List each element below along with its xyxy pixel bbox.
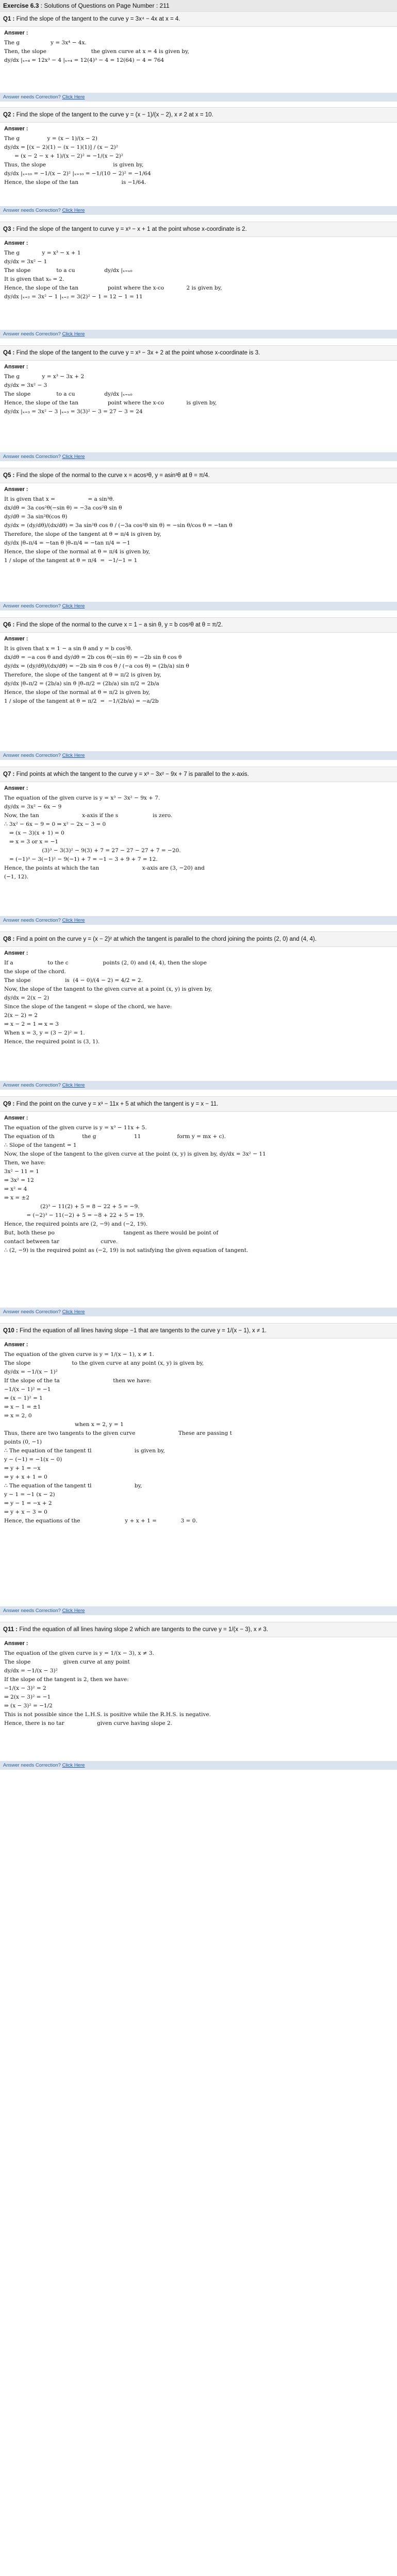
question-text: Find the slope of the tangent to curve y = x³ − x + 1 at the point whose x-coordinate is 2. — [16, 226, 247, 232]
answer-line: ⇒ x − 1 = ±1 — [4, 1404, 41, 1410]
answer-line: when x = 2, y = 1 — [4, 1421, 124, 1428]
answer-label: Answer : — [4, 364, 28, 370]
answer-line: ⇒ y − 1 = −x + 2 — [4, 1500, 52, 1506]
click-here-link[interactable]: Click Here — [62, 1309, 85, 1315]
answer-label: Answer : — [4, 1640, 28, 1647]
question-text: Find the slope of the tangent to the curve y = x³ − 3x + 2 at the point whose x-coordinate is 3. — [16, 350, 260, 356]
question-block — [0, 222, 397, 301]
question-block — [0, 1323, 397, 1526]
answer-line: ∴ The equation of the tangent tl is given by, — [4, 1448, 165, 1454]
answer-line: 1 / slope of the tangent at θ = π/2 = −1/(2b/a) = −a/2b — [4, 698, 159, 704]
exercise-subtitle: : Solutions of Questions on Page Number : 211 — [40, 2, 170, 9]
answer-line: dy/dx |ₓ₌₄ = 12x³ − 4 |ₓ₌₄ = 12(4)³ − 4 = 12(64) − 4 = 764 — [4, 57, 164, 63]
answer-line: ⇒ (x − 1)² = 1 — [4, 1395, 43, 1401]
question-number: Q6 : — [3, 622, 15, 628]
exercise-title: Exercise 6.3 — [3, 2, 39, 9]
answer-line: The equation of the given curve is y = x³ − 11x + 5. — [4, 1125, 147, 1131]
correction-strip — [0, 916, 397, 925]
answer-line: (3)³ − 3(3)² − 9(3) + 7 = 27 − 27 − 27 + 7 = −20. — [4, 848, 181, 854]
answer-line: When x = 3, y = (3 − 2)² = 1. — [4, 1030, 85, 1036]
answer-line: The slope to a cu dy/dx |ₓ₌ₓ₀ — [4, 391, 133, 397]
answer-label: Answer : — [4, 785, 28, 791]
question-number: Q10 : — [3, 1328, 18, 1334]
answer-line: dy/dx = −1/(x − 1)² — [4, 1369, 58, 1375]
question-block — [0, 617, 397, 706]
answer-line: Hence, the slope of the tan point where the x-co 2 is given by, — [4, 285, 222, 291]
answer-line: Therefore, the slope of the tangent at θ = π/2 is given by, — [4, 672, 161, 678]
answer-line: dy/dx = (dy/dθ)/(dx/dθ) = −2b sin θ cos θ / (−a cos θ) = (2b/a) sin θ — [4, 663, 189, 669]
answer-line: ⇒ 3x² = 12 — [4, 1177, 34, 1183]
question-block — [0, 468, 397, 565]
answer-body — [0, 483, 397, 565]
question-heading — [0, 1096, 397, 1112]
click-here-link[interactable]: Click Here — [62, 454, 85, 460]
correction-text: Answer needs Correction? — [3, 208, 61, 213]
question-heading — [0, 617, 397, 633]
answer-line: ∴ 3x² − 6x − 9 = 0 ⇒ x² − 2x − 3 = 0 — [4, 821, 106, 827]
answer-line: It is given that x = = a sin³θ. — [4, 496, 114, 502]
answer-line: Hence, the slope of the tan point where the x-co is given by, — [4, 400, 217, 406]
answer-line: dy/dx = [(x − 2)(1) − (x − 1)(1)] / (x − 2)² — [4, 144, 118, 150]
correction-strip — [0, 93, 397, 101]
correction-text: Answer needs Correction? — [3, 918, 61, 923]
answer-line: ⇒ y + x − 3 = 0 — [4, 1509, 47, 1515]
question-number: Q7 : — [3, 771, 15, 777]
answer-line: −1/(x − 3)² = 2 — [4, 1685, 46, 1691]
answer-line: Hence, the required point is (3, 1). — [4, 1039, 100, 1045]
correction-text: Answer needs Correction? — [3, 753, 61, 758]
answer-line: ⇒ y + 1 = −x — [4, 1465, 41, 1471]
answer-body — [0, 237, 397, 301]
answer-label: Answer : — [4, 486, 28, 493]
question-block — [0, 931, 397, 1046]
answer-line: Hence, the required points are (2, −9) and (−2, 19). — [4, 1221, 148, 1227]
answer-line: Therefore, the slope of the tangent at θ = π/4 is given by, — [4, 531, 161, 537]
question-text: Find the slope of the tangent to the curve y = (x − 1)/(x − 2), x ≠ 2 at x = 10. — [16, 112, 213, 118]
question-text: Find the slope of the normal to the curve x = 1 − a sin θ, y = b cos²θ at θ = π/2. — [16, 622, 223, 628]
answer-line: The equation of the given curve is y = 1/(x − 1), x ≠ 1. — [4, 1351, 154, 1358]
answer-line: ⇒ x² = 4 — [4, 1186, 27, 1192]
answer-line: dy/dx |θ₌π/2 = (2b/a) sin θ |θ₌π/2 = (2b/a) sin π/2 = 2b/a — [4, 681, 159, 687]
answer-body — [0, 1338, 397, 1526]
answer-line: Now, the slope of the tangent to the given curve at the point (x, y) is given by, dy/dx = 3x² − 11 — [4, 1151, 266, 1157]
answer-line: contact between tar curve. — [4, 1239, 118, 1245]
question-heading — [0, 1323, 397, 1338]
answer-line: Hence, the slope of the normal at θ = π/2 is given by, — [4, 689, 150, 696]
answer-body — [0, 782, 397, 882]
answer-line: dy/dx = 3x² − 1 — [4, 259, 47, 265]
answer-line: dy/dx = (dy/dθ)/(dx/dθ) = 3a sin²θ cos θ / (−3a cos²θ sin θ) = −sin θ/cos θ = −tan θ — [4, 522, 233, 529]
click-here-link[interactable]: Click Here — [62, 208, 85, 213]
answer-body — [0, 361, 397, 416]
answer-body — [0, 27, 397, 65]
question-heading — [0, 345, 397, 361]
answer-label: Answer : — [4, 1115, 28, 1121]
answer-line: dx/dθ = 3a cos²θ(−sin θ) = −3a cos²θ sin θ — [4, 505, 122, 511]
answer-line: The g y = 3x⁴ − 4x. — [4, 40, 87, 46]
answer-body — [0, 1112, 397, 1255]
answer-line: ⇒ y + x + 1 = 0 — [4, 1474, 47, 1480]
answer-line: If a to the c points (2, 0) and (4, 4), then the slope — [4, 960, 207, 966]
question-text: Find the slope of the normal to the curve x = acos³θ, y = asin³θ at θ = π/4. — [16, 472, 210, 479]
question-text: Find the equation of all lines having slope −1 that are tangents to the curve y = 1/(x − 1), x ≠ 1. — [19, 1328, 267, 1334]
question-text: Find the equation of all lines having slope 2 which are tangents to the curve y = 1/(x − 3), x ≠ 3. — [19, 1626, 268, 1633]
answer-line: ∴ (2, −9) is the required point as (−2, 19) is not satisfying the given equation of tangent. — [4, 1247, 249, 1253]
answer-line: But, both these po tangent as there would be point of — [4, 1230, 219, 1236]
answer-line: dy/dx |ₓ₌₁₀ = −1/(x − 2)² |ₓ₌₁₀ = −1/(10 − 2)² = −1/64 — [4, 171, 151, 177]
answer-line: ⇒ x = 3 or x = −1 — [4, 839, 59, 845]
answer-body — [0, 123, 397, 187]
correction-strip — [0, 452, 397, 461]
answer-line: 3x² − 11 = 1 — [4, 1168, 39, 1175]
click-here-link[interactable]: Click Here — [62, 1762, 85, 1768]
question-number: Q11 : — [3, 1626, 18, 1633]
answer-line: dy/dx = 2(x − 2) — [4, 995, 49, 1001]
answer-line: This is not possible since the L.H.S. is positive while the R.H.S. is negative. — [4, 1711, 211, 1718]
answer-line: dx/dθ = −a cos θ and dy/dθ = 2b cos θ(−sin θ) = −2b sin θ cos θ — [4, 654, 182, 660]
question-heading — [0, 931, 397, 947]
correction-strip — [0, 1761, 397, 1770]
answer-label: Answer : — [4, 1342, 28, 1348]
answer-line: points (0, −1) — [4, 1439, 42, 1445]
question-block — [0, 1622, 397, 1728]
correction-strip — [0, 751, 397, 760]
question-text: Find a point on the curve y = (x − 2)² at which the tangent is parallel to the chord joining the points (2, 0) and (4, 4). — [16, 936, 317, 942]
answer-line: The slope given curve at any point — [4, 1659, 130, 1665]
answer-line: If the slope of the tangent is 2, then we have: — [4, 1676, 129, 1683]
click-here-link[interactable]: Click Here — [62, 918, 85, 923]
answer-line: ∴ The equation of the tangent tl by, — [4, 1483, 142, 1489]
answer-line: The slope is (4 − 0)/(4 − 2) = 4/2 = 2. — [4, 977, 143, 984]
page-header — [0, 0, 397, 12]
answer-line: It is given that x₀ = 2. — [4, 276, 64, 282]
correction-text: Answer needs Correction? — [3, 454, 61, 460]
answer-line: Now, the tan x-axis if the s is zero. — [4, 812, 173, 819]
click-here-link[interactable]: Click Here — [62, 603, 85, 609]
answer-line: y − (−1) = −1(x − 0) — [4, 1456, 62, 1463]
answer-label: Answer : — [4, 636, 28, 642]
answer-line: ⇒ x = ±2 — [4, 1195, 30, 1201]
answer-label: Answer : — [4, 950, 28, 956]
question-heading — [0, 1622, 397, 1637]
question-number: Q1 : — [3, 16, 15, 22]
answer-line: Now, the slope of the tangent to the given curve at a point (x, y) is given by, — [4, 986, 212, 992]
answer-line: 1 / slope of the tangent at θ = π/4 = −1/−1 = 1 — [4, 557, 138, 564]
correction-text: Answer needs Correction? — [3, 1608, 61, 1614]
question-block — [0, 107, 397, 187]
question-heading — [0, 767, 397, 782]
answer-line: It is given that x = 1 − a sin θ and y = b cos²θ. — [4, 646, 133, 652]
question-block — [0, 1096, 397, 1255]
answer-line: Since the slope of the tangent = slope of the chord, we have: — [4, 1004, 172, 1010]
click-here-link[interactable]: Click Here — [62, 331, 85, 337]
answer-line: = (−2)³ − 11(−2) + 5 = −8 + 22 + 5 = 19. — [4, 1212, 145, 1218]
answer-line: The g y = (x − 1)/(x − 2) — [4, 135, 97, 142]
answer-line: dy/dx |θ₌π/4 = −tan θ |θ₌π/4 = −tan π/4 = −1 — [4, 540, 130, 546]
answer-line: Hence, the slope of the tan is −1/64. — [4, 179, 146, 185]
answer-line: 2(x − 2) = 2 — [4, 1012, 38, 1019]
answer-line: −1/(x − 1)² = −1 — [4, 1386, 51, 1393]
question-heading — [0, 222, 397, 237]
answer-line: If the slope of the ta then we have: — [4, 1378, 152, 1384]
correction-strip — [0, 602, 397, 611]
question-text: Find the point on the curve y = x³ − 11x + 5 at which the tangent is y = x − 11. — [16, 1101, 219, 1107]
question-number: Q8 : — [3, 936, 15, 942]
answer-label: Answer : — [4, 240, 28, 246]
question-number: Q2 : — [3, 112, 15, 118]
answer-line: Hence, the slope of the normal at θ = π/4 is given by, — [4, 549, 150, 555]
answer-line: = (−1)³ − 3(−1)² − 9(−1) + 7 = −1 − 3 + 9 + 7 = 12. — [4, 856, 158, 862]
answer-line: Thus, the slope is given by, — [4, 162, 144, 168]
answer-line: dy/dx |ₓ₌₃ = 3x² − 3 |ₓ₌₃ = 3(3)² − 3 = 27 − 3 = 24 — [4, 409, 143, 415]
click-here-link[interactable]: Click Here — [62, 94, 85, 100]
answer-line: The equation of the given curve is y = 1/(x − 3), x ≠ 3. — [4, 1650, 154, 1656]
answer-label: Answer : — [4, 126, 28, 132]
answer-line: dy/dθ = 3a sin²θ(cos θ) — [4, 514, 68, 520]
answer-line: (2)³ − 11(2) + 5 = 8 − 22 + 5 = −9. — [4, 1204, 140, 1210]
answer-line: dy/dx |ₓ₌₂ = 3x² − 1 |ₓ₌₂ = 3(2)² − 1 = 12 − 1 = 11 — [4, 294, 143, 300]
correction-strip — [0, 206, 397, 215]
question-text: Find points at which the tangent to the curve y = x³ − 3x² − 9x + 7 is parallel to the x-axis. — [16, 771, 249, 777]
answer-line: The equation of the given curve is y = x³ − 3x² − 9x + 7. — [4, 795, 160, 801]
click-here-link[interactable]: Click Here — [62, 1082, 85, 1088]
answer-line: The g y = x³ − 3x + 2 — [4, 374, 85, 380]
answer-line: ⇒ x − 2 = 1 ⇒ x = 3 — [4, 1021, 59, 1027]
question-number: Q9 : — [3, 1101, 15, 1107]
correction-text: Answer needs Correction? — [3, 331, 61, 337]
answer-line: = (x − 2 − x + 1)/(x − 2)² = −1/(x − 2)² — [4, 153, 123, 159]
answer-line: The slope to the given curve at any point (x, y) is given by, — [4, 1360, 204, 1366]
answer-body — [0, 1637, 397, 1728]
correction-strip — [0, 1606, 397, 1615]
answer-line: (−1, 12). — [4, 874, 29, 880]
answer-line: Then, we have: — [4, 1160, 46, 1166]
correction-text: Answer needs Correction? — [3, 1309, 61, 1315]
click-here-link[interactable]: Click Here — [62, 753, 85, 758]
answer-line: Hence, the equations of the y + x + 1 = 3 = 0. — [4, 1518, 197, 1524]
question-number: Q3 : — [3, 226, 15, 232]
correction-text: Answer needs Correction? — [3, 1762, 61, 1768]
question-number: Q4 : — [3, 350, 15, 356]
answer-line: ⇒ 2(x − 3)² = −1 — [4, 1694, 51, 1700]
answer-line: ∴ Slope of the tangent = 1 — [4, 1142, 77, 1148]
correction-strip — [0, 1081, 397, 1090]
question-heading — [0, 107, 397, 123]
correction-strip — [0, 1308, 397, 1316]
answer-line: Hence, there is no tar given curve having slope 2. — [4, 1720, 173, 1726]
answer-label: Answer : — [4, 30, 28, 36]
answer-line: the slope of the chord. — [4, 969, 66, 975]
answer-line: ⇒ (x − 3)(x + 1) = 0 — [4, 830, 64, 836]
correction-text: Answer needs Correction? — [3, 1082, 61, 1088]
question-text: Find the slope of the tangent to the curve y = 3x⁴ − 4x at x = 4. — [16, 16, 180, 22]
answer-line: Hence, the points at which the tan x-axis are (3, −20) and — [4, 865, 205, 871]
question-block — [0, 11, 397, 65]
correction-strip — [0, 330, 397, 338]
answer-line: Then, the slope the given curve at x = 4 is given by, — [4, 48, 189, 55]
answer-line: dy/dx = −1/(x − 3)² — [4, 1668, 58, 1674]
question-block — [0, 345, 397, 416]
question-block — [0, 767, 397, 882]
answer-line: y − 1 = −1 (x − 2) — [4, 1492, 55, 1498]
answer-body — [0, 633, 397, 706]
answer-line: Thus, there are two tangents to the given curve These are passing t — [4, 1430, 232, 1436]
click-here-link[interactable]: Click Here — [62, 1608, 85, 1614]
answer-line: ⇒ x = 2, 0 — [4, 1413, 32, 1419]
answer-line: The equation of th the g 11 form y = mx + c). — [4, 1133, 226, 1140]
answer-line: ⇒ (x − 3)² = −1/2 — [4, 1703, 53, 1709]
answer-line: The slope to a cu dy/dx |ₓ₌ₓ₀ — [4, 267, 133, 274]
correction-text: Answer needs Correction? — [3, 94, 61, 100]
correction-text: Answer needs Correction? — [3, 603, 61, 609]
answer-line: dy/dx = 3x² − 3 — [4, 382, 47, 388]
answer-line: dy/dx = 3x² − 6x − 9 — [4, 804, 62, 810]
answer-line: The g y = x³ − x + 1 — [4, 250, 81, 256]
question-number: Q5 : — [3, 472, 15, 479]
question-heading — [0, 468, 397, 483]
answer-body — [0, 947, 397, 1046]
question-heading — [0, 11, 397, 27]
